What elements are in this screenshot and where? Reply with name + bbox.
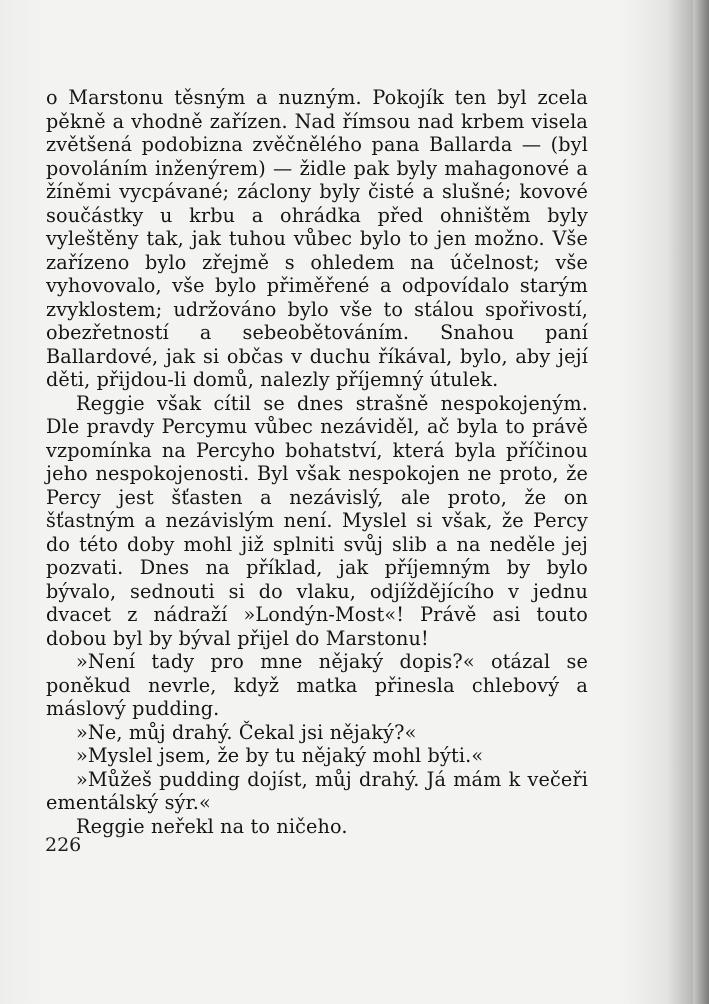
body-text <box>46 86 588 838</box>
paragraph: »Můžeš pudding dojíst, můj drahý. Já mám k večeři ementálský sýr.« <box>46 767 588 814</box>
paragraph: o Marstonu těsným a nuzným. Pokojík ten byl zcela pěkně a vhodně zařízen. Nad římsou nad krbem visela zvětšená podobizna zvěčnělého pana Ballarda — (byl povoláním inženýrem) — židle pak byly mahagonové a žíněmi vycpávané; záclony byly čisté a slušné; kovové součástky u krbu a ohrádka před ohništěm byly vyleštěny tak, jak tuhou vůbec bylo to jen možno. Vše zařízeno bylo zřejmě s ohledem na účelnost; vše vyhovovalo, vše bylo přiměřené a odpovídalo starým zvyklostem; udržováno bylo vše to stálou spořivostí, obezřetností a sebeobětováním. Snahou paní Ballardové, jak si občas v duchu říkával, bylo, aby její děti, přijdou-li domů, nalezly příjemný útulek. <box>46 86 588 391</box>
paragraph: »Myslel jsem, že by tu nějaký mohl býti.« <box>76 744 484 767</box>
paragraph: »Ne, můj drahý. Čekal jsi nějaký?« <box>76 720 417 744</box>
paragraph: Reggie však cítil se dnes strašně nespokojeným. Dle pravdy Percymu vůbec nezáviděl, ač byla to právě vzpomínka na Percyho bohatství, která byla příčinou jeho nespokojenosti. Byl však nespokojen ne proto, že Percy jest šťasten a nezávislý, ale proto, že on šťastným a nezávislým není. Myslel si však, že Percy do této doby mohl již splniti svůj slib a na neděle jej pozvati. Dnes na příklad, jak příjemným by bylo bývalo, sednouti si do vlaku, odjíždějícího v jednu dvacet z nádraží »Londýn-Most«! Právě asi touto dobou byl by býval přijel do Marstonu! <box>46 391 588 650</box>
page-binding-shadow <box>693 0 709 1004</box>
page-number: 226 <box>45 834 82 856</box>
paragraph: Reggie neřekl na to ničeho. <box>76 814 348 838</box>
paragraph: »Není tady pro mne nějaký dopis?« otázal se poněkud nevrle, když matka přinesla chlebový a máslový pudding. <box>46 650 588 720</box>
